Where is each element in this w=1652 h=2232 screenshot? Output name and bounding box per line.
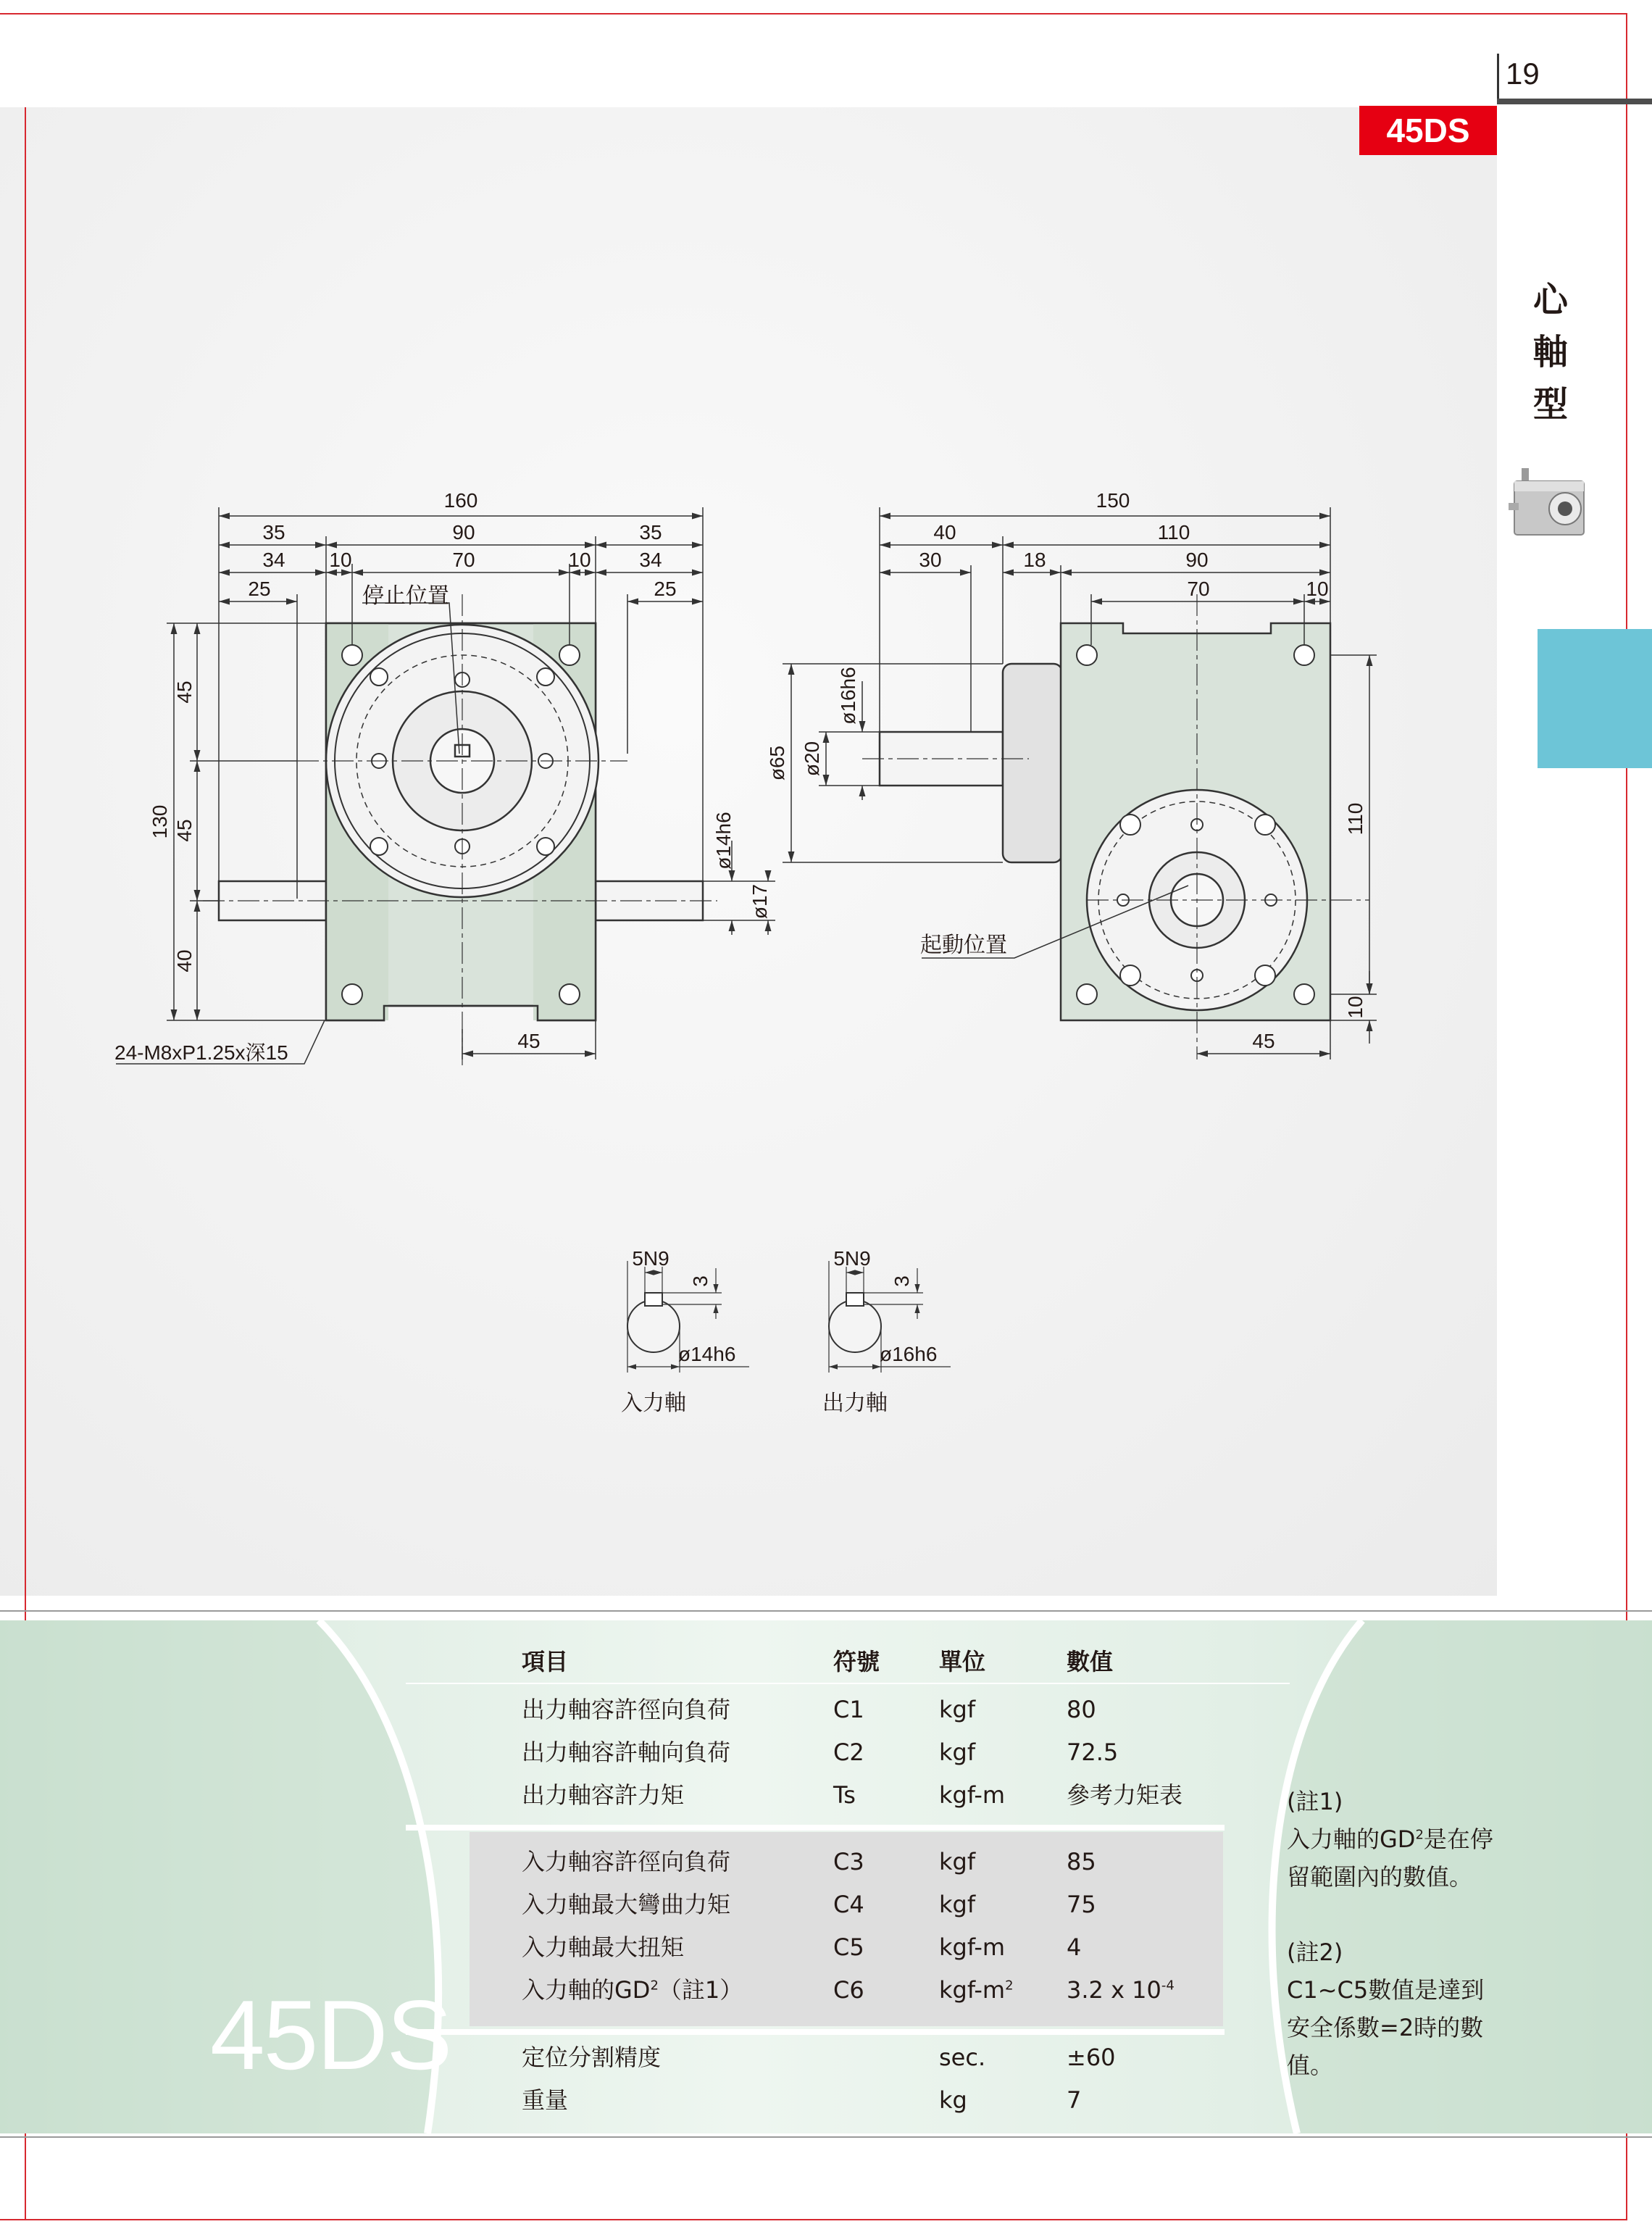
dim-label: ø16h6 — [837, 667, 859, 725]
spec-symbol: C4 — [833, 1891, 864, 1918]
note1-line — [1287, 1820, 1519, 1858]
dim-label: 10 — [1306, 578, 1329, 600]
spec-unit: kgf-m — [939, 1781, 1006, 1809]
thread-spec-label: 24-M8xP1.25x深15 — [114, 1041, 288, 1064]
dim-label: 40 — [933, 521, 956, 544]
spec-value: ±60 — [1067, 2044, 1116, 2071]
key-width-label: 5N9 — [632, 1247, 669, 1270]
table-row — [522, 1970, 1246, 2010]
dim-label: ø14h6 — [712, 812, 735, 870]
spec-item-text: 入力軸的GD — [522, 1976, 651, 2004]
side-view — [783, 507, 1377, 1059]
spec-unit: kgf — [939, 1891, 976, 1918]
dim-label: 110 — [1344, 802, 1367, 836]
input-shaft-label: 入力軸 — [621, 1391, 686, 1415]
shaft-dia-label: ø16h6 — [880, 1343, 938, 1365]
dim-label: 90 — [452, 521, 475, 544]
spec-symbol: C2 — [833, 1738, 864, 1766]
table-row — [522, 1927, 1246, 1967]
note2-line: C1~C5數值是達到 — [1287, 1976, 1485, 2004]
dim-label: 34 — [262, 549, 285, 571]
spec-unit — [939, 1970, 1014, 2010]
spec-value: 80 — [1067, 1696, 1096, 1723]
spec-top-rule — [0, 1610, 1652, 1612]
spec-symbol: Ts — [833, 1781, 856, 1809]
side-category-title — [1529, 274, 1572, 430]
dim-label: 40 — [173, 949, 196, 973]
dim-label: 18 — [1023, 549, 1046, 571]
dim-label: 34 — [639, 549, 662, 571]
start-position-label: 起動位置 — [920, 933, 1007, 957]
spec-value: 72.5 — [1067, 1738, 1119, 1766]
key-depth-label: 3 — [689, 1275, 712, 1287]
spec-header-row — [522, 1641, 1246, 1682]
spec-item: 入力軸容許徑向負荷 — [522, 1848, 731, 1875]
dim-label: 25 — [654, 578, 677, 600]
note2-line: 安全係數=2時的數 — [1287, 2014, 1484, 2041]
spec-item: 出力軸容許徑向負荷 — [522, 1696, 731, 1723]
spec-symbol: C6 — [833, 1976, 864, 2004]
dim-label: 35 — [262, 521, 285, 544]
spec-value: 參考力矩表 — [1067, 1781, 1183, 1809]
spec-group-divider — [406, 2029, 1225, 2035]
spec-notes — [1287, 1783, 1519, 2084]
spec-unit: kgf-m — [939, 1933, 1006, 1961]
spec-value — [1067, 1970, 1175, 2010]
note1-title: (註1) — [1287, 1788, 1343, 1815]
frame-bottom-line — [0, 2219, 1627, 2220]
dim-label: ø17 — [748, 883, 771, 920]
note1-sup: 2 — [1415, 1827, 1424, 1843]
key-depth-label: 3 — [890, 1275, 913, 1287]
dim-label: 35 — [639, 521, 662, 544]
dim-label: ø65 — [766, 745, 788, 781]
header-value: 數值 — [1067, 1648, 1114, 1675]
spec-item-note: （註1） — [658, 1976, 743, 2004]
product-thumbnail-image — [1507, 457, 1594, 544]
dim-label: 70 — [1187, 578, 1210, 600]
spec-item: 重量 — [522, 2086, 569, 2114]
spec-value: 85 — [1067, 1848, 1096, 1875]
dim-label: ø20 — [801, 741, 823, 777]
dim-label: 130 — [149, 804, 171, 839]
dim-label: 150 — [1096, 489, 1130, 512]
side-title-char: 型 — [1532, 384, 1568, 425]
page-number-rule — [1497, 54, 1499, 100]
spec-item: 定位分割精度 — [522, 2044, 662, 2071]
dim-label: 10 — [1344, 996, 1367, 1019]
spec-item: 入力軸最大彎曲力矩 — [522, 1891, 731, 1918]
dim-label: 30 — [919, 549, 942, 571]
note-spacer — [1287, 1896, 1519, 1933]
spec-value: 7 — [1067, 2086, 1082, 2114]
side-title-char: 心 — [1532, 280, 1568, 320]
dim-label: 10 — [329, 549, 352, 571]
spec-unit-sup: 2 — [1005, 1978, 1014, 1994]
spec-value: 4 — [1067, 1933, 1082, 1961]
dim-label: 110 — [1157, 521, 1190, 544]
page-header-rule — [1497, 99, 1652, 104]
note1-line2: 留範圍內的數值。 — [1287, 1863, 1473, 1891]
side-section-tab — [1538, 629, 1652, 768]
spec-value-sup: -4 — [1161, 1978, 1175, 1994]
spec-unit: kgf — [939, 1696, 976, 1723]
spec-unit: kg — [939, 2086, 967, 2114]
spec-header-rule — [406, 1683, 1290, 1684]
shaft-dia-label: ø14h6 — [678, 1343, 736, 1365]
spec-bottom-rule — [0, 2136, 1652, 2138]
spec-item — [522, 1970, 743, 2010]
dim-label: 45 — [173, 680, 196, 704]
table-row — [522, 2080, 1246, 2120]
header-unit: 單位 — [939, 1648, 986, 1675]
note2-line: 值。 — [1287, 2052, 1334, 2079]
spec-model-watermark: 45DS — [210, 1980, 451, 2090]
note1-text-tail: 是在停 — [1423, 1825, 1493, 1853]
output-shaft-label: 出力軸 — [822, 1391, 888, 1415]
stop-position-label: 停止位置 — [362, 584, 449, 608]
note1-text: 入力軸的GD — [1287, 1825, 1416, 1853]
spec-value: 75 — [1067, 1891, 1096, 1918]
table-row — [522, 2037, 1246, 2078]
table-row — [522, 1841, 1246, 1882]
note2-title: (註2) — [1287, 1939, 1343, 1966]
spec-item: 入力軸最大扭矩 — [522, 1933, 685, 1961]
header-symbol: 符號 — [833, 1648, 880, 1675]
table-row — [522, 1689, 1246, 1730]
dim-label: 160 — [443, 489, 478, 512]
side-title-char: 軸 — [1532, 332, 1568, 372]
spec-value-text: 3.2 x 10 — [1067, 1976, 1161, 2004]
frame-top-line — [0, 13, 1627, 14]
spec-item: 出力軸容許軸向負荷 — [522, 1738, 731, 1766]
dim-label: 45 — [1252, 1030, 1275, 1052]
spec-unit-text: kgf-m — [939, 1976, 1006, 2004]
table-row — [522, 1732, 1246, 1773]
spec-unit: kgf — [939, 1848, 976, 1875]
spec-group-divider — [406, 1825, 1225, 1831]
spec-symbol: C1 — [833, 1696, 864, 1723]
page-number: 19 — [1506, 57, 1540, 91]
spec-unit: kgf — [939, 1738, 976, 1766]
dim-label: 70 — [452, 549, 475, 571]
model-tab: 45DS — [1359, 106, 1497, 155]
table-row — [522, 1775, 1246, 1815]
header-item: 項目 — [522, 1648, 569, 1675]
dim-label: 25 — [248, 578, 271, 600]
dim-label: 45 — [173, 819, 196, 842]
technical-drawing — [0, 107, 1497, 1596]
dim-label: 90 — [1185, 549, 1209, 571]
spec-unit: sec. — [939, 2044, 986, 2071]
spec-symbol: C3 — [833, 1848, 864, 1875]
key-width-label: 5N9 — [833, 1247, 871, 1270]
spec-symbol: C5 — [833, 1933, 864, 1961]
spec-item-sup: 2 — [650, 1978, 659, 1994]
table-row — [522, 1884, 1246, 1925]
dim-label: 45 — [517, 1030, 541, 1052]
spec-item: 出力軸容許力矩 — [522, 1781, 685, 1809]
dim-label: 10 — [568, 549, 591, 571]
